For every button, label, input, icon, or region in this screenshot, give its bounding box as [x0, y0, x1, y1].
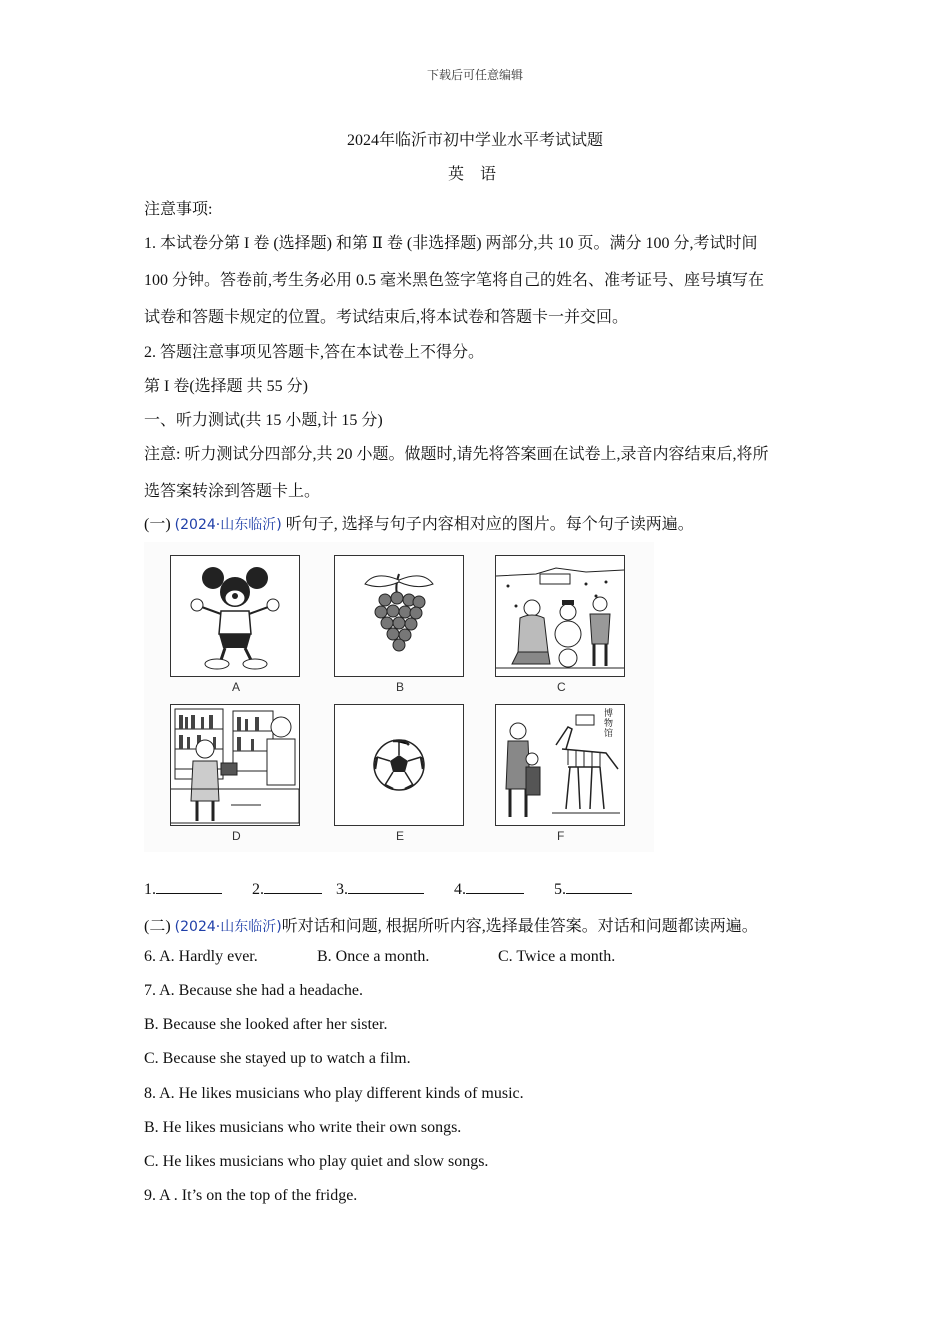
part-a-instruction: [144, 511, 694, 534]
picture-d-label: D: [232, 829, 241, 843]
soccer-ball-icon: [335, 705, 463, 825]
exam-subject: 英 语: [447, 166, 502, 183]
listening-note-line-2: 选答案转涂到答题卡上。: [144, 483, 321, 500]
part-b-instruction: [144, 913, 758, 936]
blank-3-label: 3.: [336, 881, 348, 898]
notice-2: 2. 答题注意事项见答题卡,答在本试卷上不得分。: [144, 344, 485, 361]
blank-2-label: 2.: [252, 881, 264, 898]
picture-e: [334, 704, 464, 826]
notice-heading: 注意事项:: [144, 201, 213, 218]
blank-4-input[interactable]: [466, 879, 524, 894]
picture-e-label: E: [396, 829, 405, 843]
question-7-option-a: 7. A. Because she had a headache.: [144, 982, 364, 999]
part-1-heading: 第 I 卷(选择题 共 55 分): [144, 378, 308, 395]
picture-b-label: B: [396, 680, 405, 694]
part-b-source: (2024·山东临沂): [174, 919, 282, 935]
listening-note-line-1: 注意: 听力测试分四部分,共 20 小题。做题时,请先将答案画在试卷上,录音内容结束后,将所: [144, 446, 769, 463]
question-8-option-b: B. He likes musicians who write their own songs.: [144, 1119, 462, 1136]
blank-1-label: 1.: [144, 881, 156, 898]
notice-1-line-1: 1. 本试卷分第 I 卷 (选择题) 和第 Ⅱ 卷 (非选择题) 两部分,共 10 页。满分 100 分,考试时间: [144, 235, 758, 252]
blank-3-input[interactable]: [348, 879, 424, 894]
mickey-mouse-icon: [171, 556, 299, 676]
picture-c: [495, 555, 625, 677]
part-b-prefix: (二): [144, 918, 175, 935]
question-6-option-a: 6. A. Hardly ever.: [144, 948, 258, 965]
blank-2-input[interactable]: [264, 879, 322, 894]
picture-f-label: F: [557, 829, 565, 843]
blank-5-input[interactable]: [566, 879, 632, 894]
picture-b: [334, 555, 464, 677]
snowman-scene-icon: [496, 556, 624, 676]
answer-blanks: [144, 879, 632, 899]
question-8-option-c: C. He likes musicians who play quiet and slow songs.: [144, 1153, 489, 1170]
grapes-icon: [335, 556, 463, 676]
part-a-source: (2024·山东临沂): [174, 517, 282, 533]
part-a-text: 听句子, 选择与句子内容相对应的图片。每个句子读两遍。: [281, 516, 694, 533]
blank-5-label: 5.: [554, 881, 566, 898]
question-6-option-b: B. Once a month.: [317, 948, 430, 965]
picture-grid: [144, 542, 654, 852]
question-6-option-c: C. Twice a month.: [498, 948, 616, 965]
page-header: 下载后可任意编辑: [426, 68, 523, 82]
picture-f: [495, 704, 625, 826]
museum-sign: 博物馆: [604, 709, 614, 739]
blank-1-input[interactable]: [156, 879, 222, 894]
bookstore-scene-icon: [171, 705, 299, 825]
exam-title: 2024年临沂市初中学业水平考试试题: [346, 132, 603, 149]
section-1-heading: 一、听力测试(共 15 小题,计 15 分): [144, 412, 383, 429]
part-a-prefix: (一): [144, 516, 175, 533]
picture-a-label: A: [232, 680, 241, 694]
question-8-option-a: 8. A. He likes musicians who play different kinds of music.: [144, 1085, 524, 1102]
question-9-option-a: 9. A . It’s on the top of the fridge.: [144, 1187, 358, 1204]
picture-d: [170, 704, 300, 826]
picture-a: [170, 555, 300, 677]
question-7-option-b: B. Because she looked after her sister.: [144, 1016, 388, 1033]
blank-4-label: 4.: [454, 881, 466, 898]
notice-1-line-2: 100 分钟。答卷前,考生务必用 0.5 毫米黑色签字笔将自己的姓名、准考证号、座号填写在: [144, 272, 765, 289]
notice-1-line-3: 试卷和答题卡规定的位置。考试结束后,将本试卷和答题卡一并交回。: [144, 309, 629, 326]
part-b-text: 听对话和问题, 根据所听内容,选择最佳答案。对话和问题都读两遍。: [281, 918, 758, 935]
question-7-option-c: C. Because she stayed up to watch a film.: [144, 1050, 411, 1067]
picture-c-label: C: [557, 680, 566, 694]
